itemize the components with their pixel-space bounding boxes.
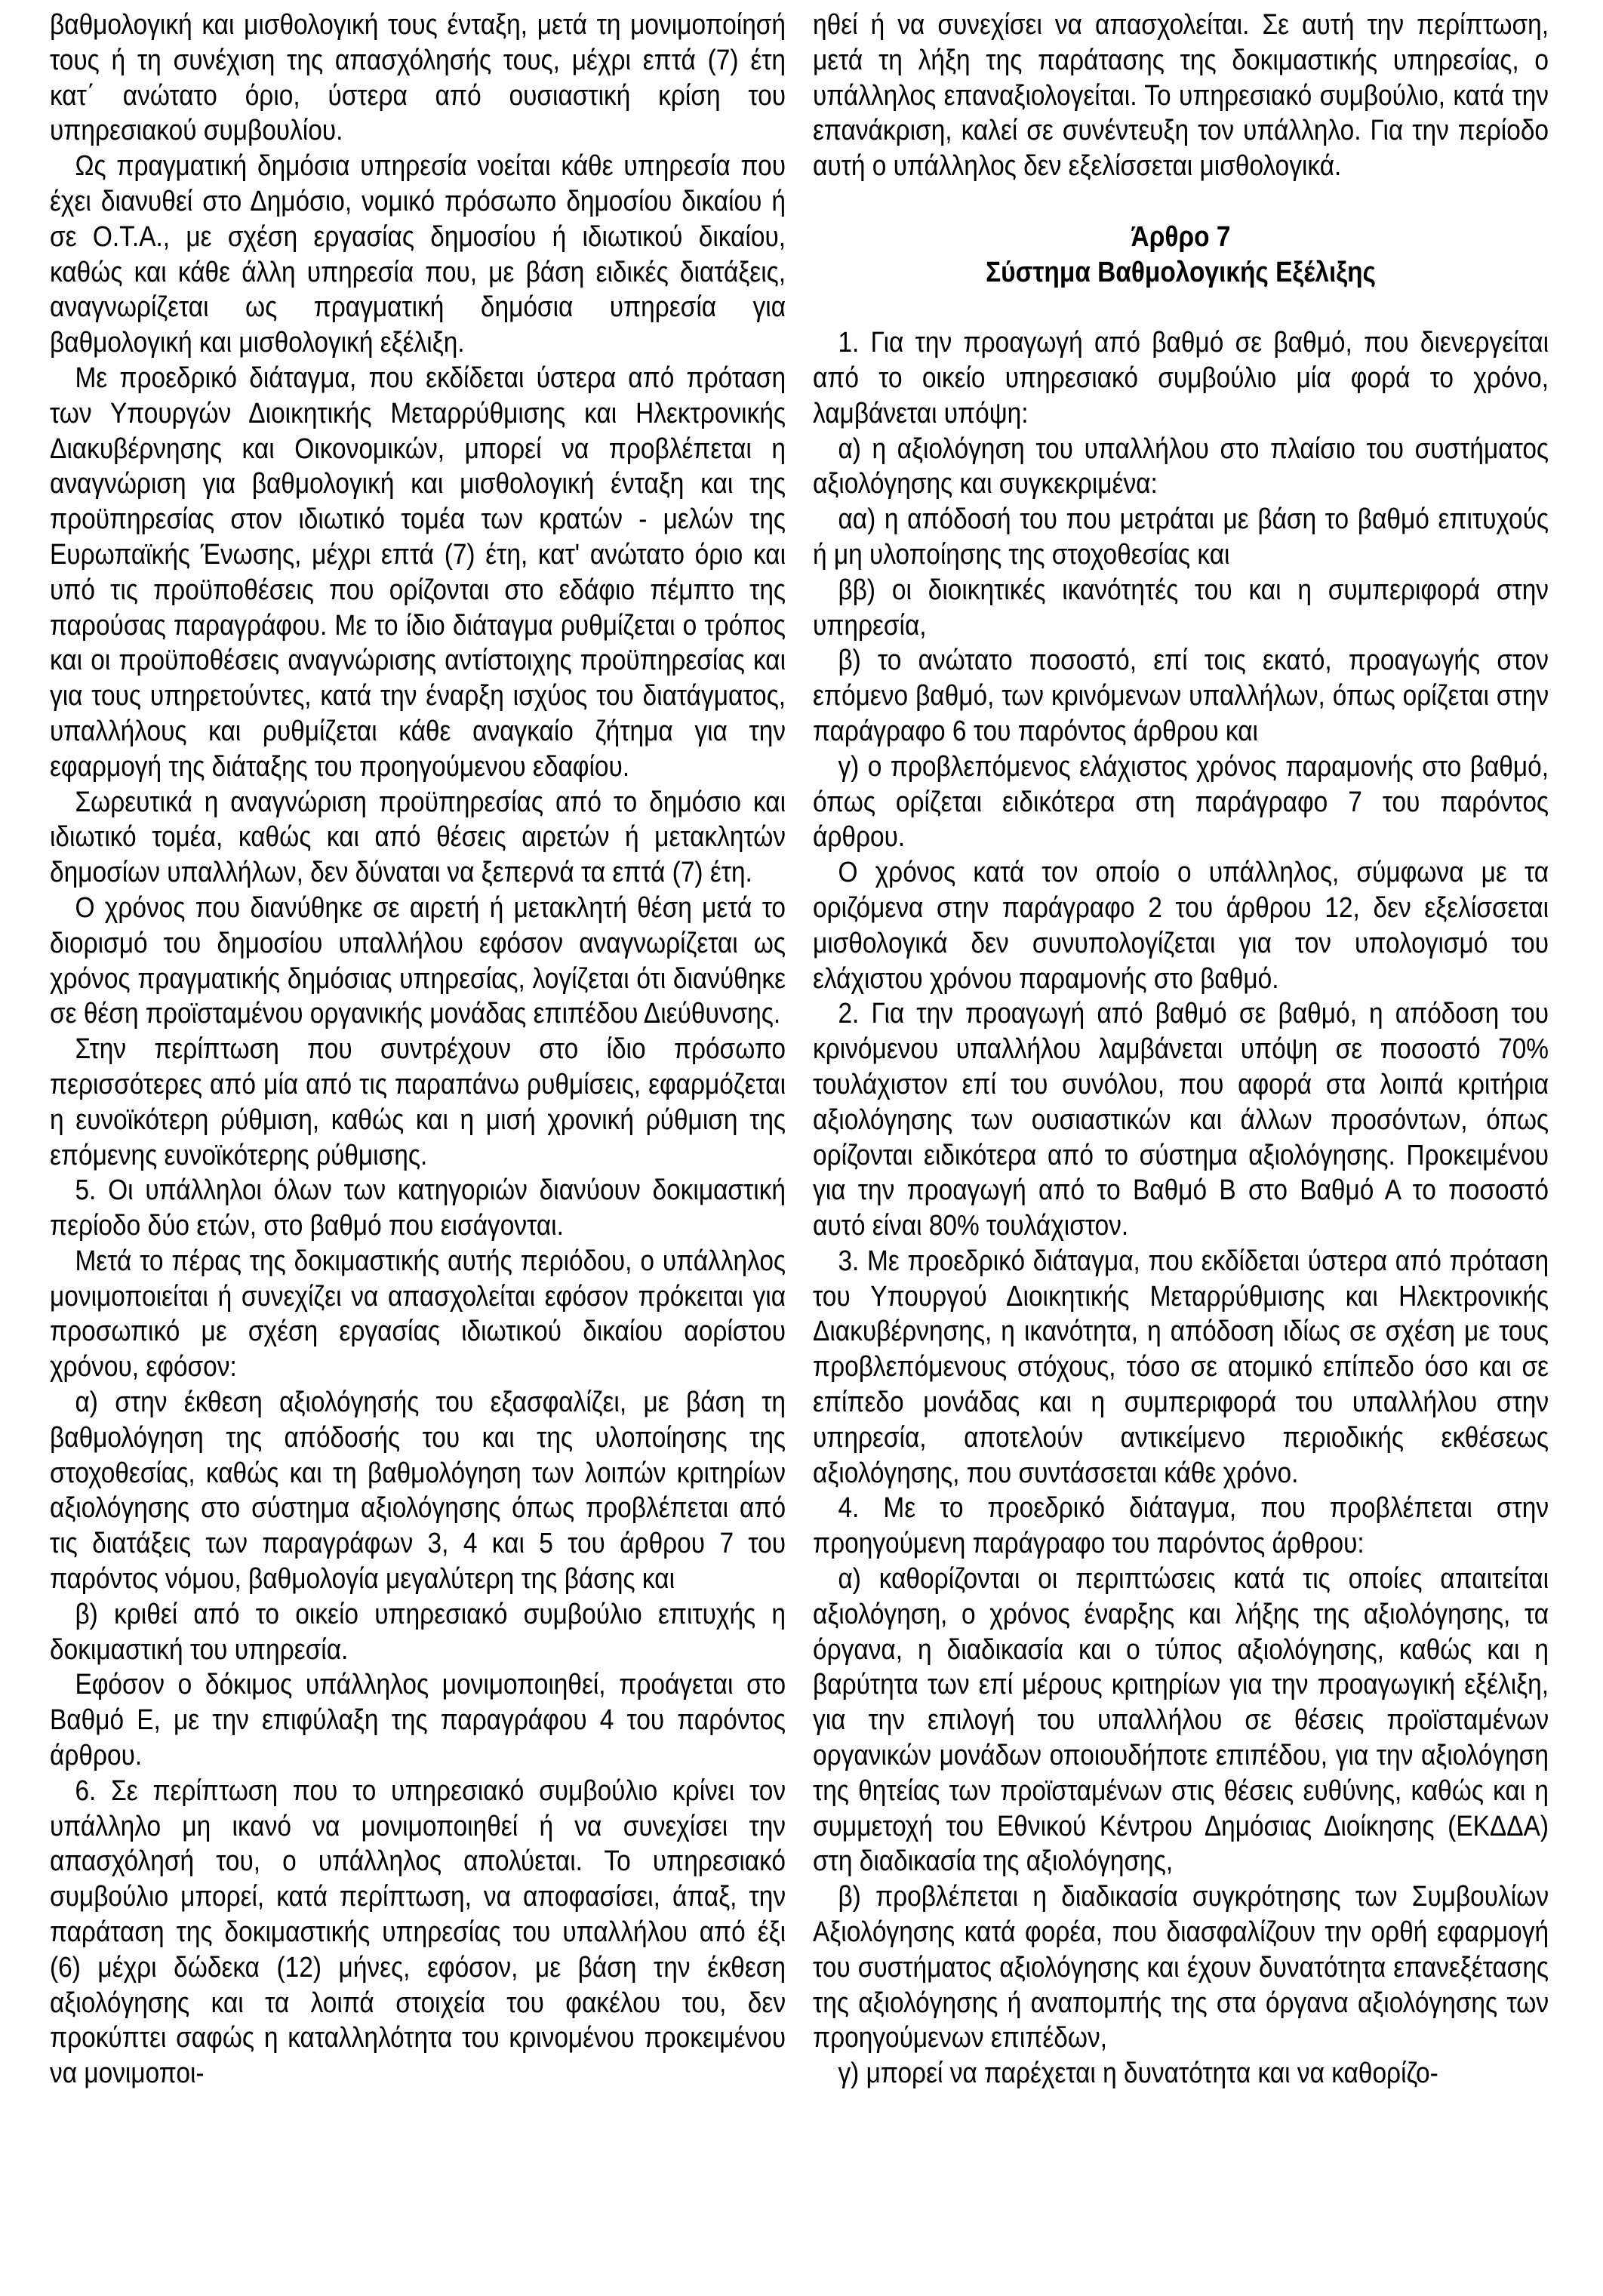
- paragraph: β) κριθεί από το οικείο υπηρεσιακό συμβούλιο επιτυχής η δοκιμαστική του υπηρεσία.: [50, 1598, 786, 1666]
- article-heading: [813, 220, 1549, 291]
- paragraph: βαθμολογική και μισθολογική τους ένταξη, μετά τη μονιμοποίησή τους ή τη συνέχιση της απασχόλησής τους, μέχρι επτά (7) έτη κατ΄ ανώτατο όριο, ύστερα από ουσιαστική κρίση του υπηρεσιακού συμβουλίου.: [50, 9, 786, 147]
- right-column-bottom-paragraphs: [813, 325, 1549, 2091]
- article-number: Άρθρο 7: [1131, 220, 1231, 253]
- left-column: [50, 8, 786, 2296]
- paragraph: α) η αξιολόγηση του υπαλλήλου στο πλαίσιο του συστήματος αξιολόγησης και συγκεκριμένα:: [813, 432, 1549, 500]
- paragraph: β) το ανώτατο ποσοστό, επί τοις εκατό, προαγωγής στον επόμενο βαθμό, των κρινόμενων υπαλλήλων, όπως ορίζεται στην παράγραφο 6 του παρόντος άρθρου και: [813, 645, 1549, 747]
- paragraph: ηθεί ή να συνεχίσει να απασχολείται. Σε αυτή την περίπτωση, μετά τη λήξη της παράτασης της δοκιμαστικής υπηρεσίας, ο υπάλληλος επαναξιολογείται. Το υπηρεσιακό συμβούλιο, κατά την επανάκριση, καλεί σε συνέντευξη τον υπάλληλο. Για την περίοδο αυτή ο υπάλληλος δεν εξελίσσεται μισθολογικά.: [813, 9, 1549, 183]
- paragraph: 5. Οι υπάλληλοι όλων των κατηγοριών διανύουν δοκιμαστική περίοδο δύο ετών, στο βαθμό που εισάγονται.: [50, 1174, 786, 1242]
- paragraph: α) καθορίζονται οι περιπτώσεις κατά τις οποίες απαιτείται αξιολόγηση, ο χρόνος έναρξης και λήξης της αξιολόγησης, τα όργανα, η διαδικασία και ο τύπος αξιολόγησης, καθώς και η βαρύτητα των επί μέρους κριτηρίων για την προαγωγική εξέλιξη, για την επιλογή του υπαλλήλου σε θέσεις προϊσταμένων οργανικών μονάδων οποιουδήποτε επιπέδου, για την αξιολόγηση της θητείας των προϊσταμένων στις θέσεις ευθύνης, καθώς και η συμμετοχή του Εθνικού Κέντρου Δημόσιας Διοίκησης (ΕΚΔΔΑ) στη διαδικασία της αξιολόγησης,: [813, 1563, 1549, 1878]
- paragraph: γ) μπορεί να παρέχεται η δυνατότητα και να καθορίζο-: [838, 2057, 1438, 2090]
- paragraph: Ο χρόνος που διανύθηκε σε αιρετή ή μετακλητή θέση μετά το διορισμό του δημοσίου υπαλλήλου εφόσον αναγνωρίζεται ως χρόνος πραγματικής δημόσιας υπηρεσίας, λογίζεται ότι διανύθηκε σε θέση προϊσταμένου οργανικής μονάδας επιπέδου Διεύθυνσης.: [50, 891, 786, 1030]
- paragraph: γ) ο προβλεπόμενος ελάχιστος χρόνος παραμονής στο βαθμό, όπως ορίζεται ειδικότερα στη παράγραφο 7 του παρόντος άρθρου.: [813, 750, 1549, 854]
- paragraph: 1. Για την προαγωγή από βαθμό σε βαθμό, που διενεργείται από το οικείο υπηρεσιακό συμβούλιο μία φορά το χρόνο, λαμβάνεται υπόψη:: [813, 327, 1549, 429]
- right-column-top-paragraphs: [813, 8, 1549, 184]
- paragraph: α) στην έκθεση αξιολόγησής του εξασφαλίζει, με βάση τη βαθμολόγηση της απόδοσής του και της υλοποίησης της στοχοθεσίας, καθώς και τη βαθμολόγηση των λοιπών κριτηρίων αξιολόγησης στο σύστημα αξιολόγησης όπως προβλέπεται από τις διατάξεις των παραγράφων 3, 4 και 5 του άρθρου 7 του παρόντος νόμου, βαθμολογία μεγαλύτερη της βάσης και: [50, 1387, 786, 1596]
- right-column-text: [813, 8, 1549, 2091]
- paragraph: Εφόσον ο δόκιμος υπάλληλος μονιμοποιηθεί, προάγεται στο Βαθμό Ε, με την επιφύλαξη της παραγράφου 4 του παρόντος άρθρου.: [50, 1669, 786, 1772]
- paragraph: Ως πραγματική δημόσια υπηρεσία νοείται κάθε υπηρεσία που έχει διανυθεί στο Δημόσιο, νομικό πρόσωπο δημοσίου δικαίου ή σε Ο.Τ.Α., με σχέση εργασίας δημοσίου ή ιδιωτικού δικαίου, καθώς και κάθε άλλη υπηρεσία που, με βάση ειδικές διατάξεις, αναγνωρίζεται ως πραγματική δημόσια υπηρεσία για βαθμολογική και μισθολογική εξέλιξη.: [50, 150, 786, 359]
- paragraph: β) προβλέπεται η διαδικασία συγκρότησης των Συμβουλίων Αξιολόγησης κατά φορέα, που διασφαλίζουν την ορθή εφαρμογή του συστήματος αξιολόγησης και έχουν δυνατότητα επανεξέτασης της αξιολόγησης ή αναπομπής της στα όργανα αξιολόγησης των προηγούμενων επιπέδων,: [813, 1881, 1549, 2054]
- paragraph: Με προεδρικό διάταγμα, που εκδίδεται ύστερα από πρόταση των Υπουργών Διοικητικής Μεταρρύθμισης και Ηλεκτρονικής Διακυβέρνησης και Οικονομικών, μπορεί να προβλέπεται η αναγνώριση για βαθμολογική και μισθολογική ένταξη και της προϋπηρεσίας στον ιδιωτικό τομέα των κρατών - μελών της Ευρωπαϊκής Ένωσης, μέχρι επτά (7) έτη, κατ' ανώτατο όριο και υπό τις προϋποθέσεις που ορίζονται στο εδάφιο πέμπτο της παρούσας παραγράφου. Με το ίδιο διάταγμα ρυθμίζεται ο τρόπος και οι προϋποθέσεις αναγνώρισης αντίστοιχης προϋπηρεσίας και για τους υπηρετούντες, κατά την έναρξη ισχύος του διατάγματος, υπαλλήλους και ρυθμίζεται κάθε αναγκαίο ζήτημα για την εφαρμογή της διάταξης του προηγούμενου εδαφίου.: [50, 362, 786, 783]
- left-column-text: [50, 8, 786, 2091]
- paragraph: Ο χρόνος κατά τον οποίο ο υπάλληλος, σύμφωνα με τα οριζόμενα στην παράγραφο 2 του άρθρου 12, δεν εξελίσσεται μισθολογικά δεν συνυπολογίζεται για τον υπολογισμό του ελάχιστου χρόνου παραμονής στο βαθμό.: [813, 857, 1549, 995]
- paragraph: Μετά το πέρας της δοκιμαστικής αυτής περιόδου, ο υπάλληλος μονιμοποιείται ή συνεχίζει να απασχολείται εφόσον πρόκειται για προσωπικό με σχέση εργασίας ιδιωτικού δικαίου αορίστου χρόνου, εφόσον:: [50, 1245, 786, 1383]
- paragraph: 4. Με το προεδρικό διάταγμα, που προβλέπεται στην προηγούμενη παράγραφο του παρόντος άρθρου:: [813, 1492, 1549, 1560]
- paragraph: Σωρευτικά η αναγνώριση προϋπηρεσίας από το δημόσιο και ιδιωτικό τομέα, καθώς και από θέσεις αιρετών ή μετακλητών δημοσίων υπαλλήλων, δεν δύναται να ξεπερνά τα επτά (7) έτη.: [50, 786, 786, 889]
- paragraph: αα) η απόδοσή του που μετράται με βάση το βαθμό επιτυχούς ή μη υλοποίησης της στοχοθεσίας και: [813, 503, 1549, 571]
- paragraph: ββ) οι διοικητικές ικανότητές του και η συμπεριφορά στην υπηρεσία,: [813, 574, 1549, 642]
- article-title: Σύστημα Βαθμολογικής Εξέλιξης: [986, 256, 1376, 288]
- right-column: [813, 8, 1549, 2296]
- paragraph: Στην περίπτωση που συντρέχουν στο ίδιο πρόσωπο περισσότερες από μία από τις παραπάνω ρυθμίσεις, εφαρμόζεται η ευνοϊκότερη ρύθμιση, καθώς και η μισή χρονική ρύθμιση της επόμενης ευνοϊκότερης ρύθμισης.: [50, 1033, 786, 1171]
- paragraph: 3. Με προεδρικό διάταγμα, που εκδίδεται ύστερα από πρόταση του Υπουργού Διοικητικής Μεταρρύθμισης και Ηλεκτρονικής Διακυβέρνησης, η ικανότητα, η απόδοση ιδίως σε σχέση με τους προβλεπόμενους στόχους, τόσο σε ατομικό επίπεδο όσο και σε επίπεδο μονάδας και η συμπεριφορά του υπαλλήλου στην υπηρεσία, αποτελούν αντικείμενο περιοδικής εκθέσεως αξιολόγησης, που συντάσσεται κάθε χρόνο.: [813, 1245, 1549, 1489]
- paragraph: 2. Για την προαγωγή από βαθμό σε βαθμό, η απόδοση του κρινόμενου υπαλλήλου λαμβάνεται υπόψη σε ποσοστό 70% τουλάχιστον επί του συνόλου, που αφορά στα λοιπά κριτήρια αξιολόγησης των ουσιαστικών και άλλων προσόντων, όπως ορίζονται ειδικότερα από το σύστημα αξιολόγησης. Προκειμένου για την προαγωγή από το Βαθμό Β στο Βαθμό Α το ποσοστό αυτό είναι 80% τουλάχιστον.: [813, 998, 1549, 1242]
- paragraph: 6. Σε περίπτωση που το υπηρεσιακό συμβούλιο κρίνει τον υπάλληλο μη ικανό να μονιμοποιηθεί ή να συνεχίσει την απασχόλησή του, ο υπάλληλος απολύεται. Το υπηρεσιακό συμβούλιο μπορεί, κατά περίπτωση, να αποφασίσει, άπαξ, την παράταση της δοκιμαστικής υπηρεσίας του υπαλλήλου από έξι (6) μέχρι δώδεκα (12) μήνες, εφόσον, με βάση την έκθεση αξιολόγησης και τα λοιπά στοιχεία του φακέλου του, δεν προκύπτει σαφώς η καταλληλότητα του κρινομένου προκειμένου να μονιμοποι-: [50, 1774, 786, 2090]
